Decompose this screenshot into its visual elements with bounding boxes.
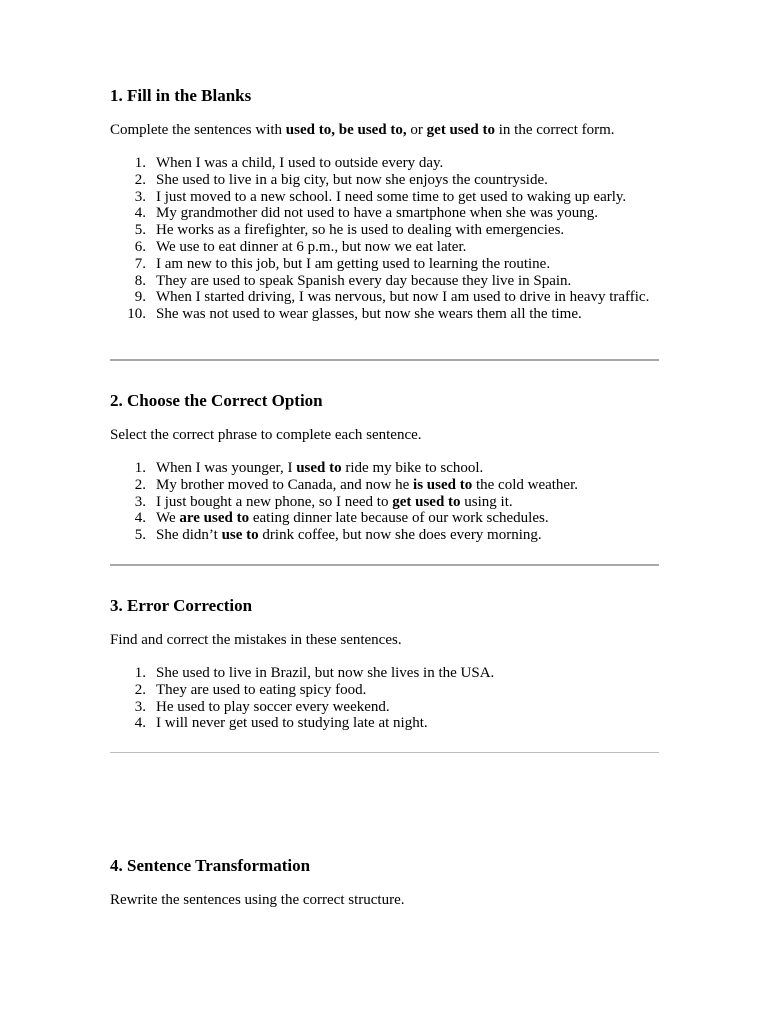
list-item: 2. My brother moved to Canada, and now he is used to the cold weather. bbox=[134, 476, 579, 493]
list-item: 2. They are used to eating spicy food. bbox=[134, 681, 367, 698]
list-item: 3. I just moved to a new school. I need some time to get used to waking up early. bbox=[134, 188, 627, 205]
list-item: 6. We use to eat dinner at 6 p.m., but now we eat later. bbox=[134, 238, 467, 255]
list-item: 4. We are used to eating dinner late because of our work schedules. bbox=[134, 510, 549, 527]
section-title: 3. Error Correction bbox=[110, 596, 253, 615]
section-divider bbox=[110, 564, 659, 566]
section-divider bbox=[110, 359, 659, 361]
list-item: 1. When I was a child, I used to outside every day. bbox=[134, 155, 444, 171]
list-item: 2. She used to live in a big city, but now she enjoys the countryside. bbox=[134, 171, 548, 188]
list-item: 8. They are used to speak Spanish every day because they live in Spain. bbox=[134, 272, 572, 289]
section-choose-correct-option bbox=[110, 391, 660, 544]
section-divider bbox=[110, 752, 659, 753]
section-title: 2. Choose the Correct Option bbox=[110, 391, 323, 410]
list-item: 10. She was not used to wear glasses, but now she wears them all the time. bbox=[127, 306, 582, 323]
section-instruction: Find and correct the mistakes in these sentences. bbox=[110, 632, 402, 648]
list-item: 5. He works as a firefighter, so he is used to dealing with emergencies. bbox=[134, 222, 565, 239]
section-fill-in-the-blanks bbox=[110, 86, 660, 323]
section-error-correction bbox=[110, 596, 660, 732]
section-instruction: Rewrite the sentences using the correct structure. bbox=[110, 892, 405, 908]
section-instruction: Complete the sentences with used to, be used to, or get used to in the correct form. bbox=[110, 122, 615, 138]
sentence-list bbox=[110, 665, 660, 732]
section-title: 4. Sentence Transformation bbox=[110, 856, 311, 875]
sentence-list bbox=[110, 460, 660, 544]
section-title: 1. Fill in the Blanks bbox=[110, 86, 252, 105]
list-item: 4. I will never get used to studying late at night. bbox=[134, 715, 428, 732]
list-item: 7. I am new to this job, but I am getting used to learning the routine. bbox=[134, 255, 551, 272]
list-item: 3. I just bought a new phone, so I need to get used to using it. bbox=[134, 493, 513, 510]
list-item: 1. She used to live in Brazil, but now she lives in the USA. bbox=[134, 665, 495, 681]
list-item: 4. My grandmother did not used to have a smartphone when she was young. bbox=[134, 205, 598, 222]
list-item: 3. He used to play soccer every weekend. bbox=[134, 698, 390, 715]
list-item: 9. When I started driving, I was nervous, but now I am used to drive in heavy traffic. bbox=[134, 289, 650, 306]
list-item: 1. When I was younger, I used to ride my bike to school. bbox=[134, 460, 484, 476]
sentence-list bbox=[110, 155, 660, 323]
list-item: 5. She didn’t use to drink coffee, but now she does every morning. bbox=[134, 527, 542, 544]
section-instruction: Select the correct phrase to complete each sentence. bbox=[110, 427, 422, 443]
section-sentence-transformation bbox=[110, 856, 660, 908]
